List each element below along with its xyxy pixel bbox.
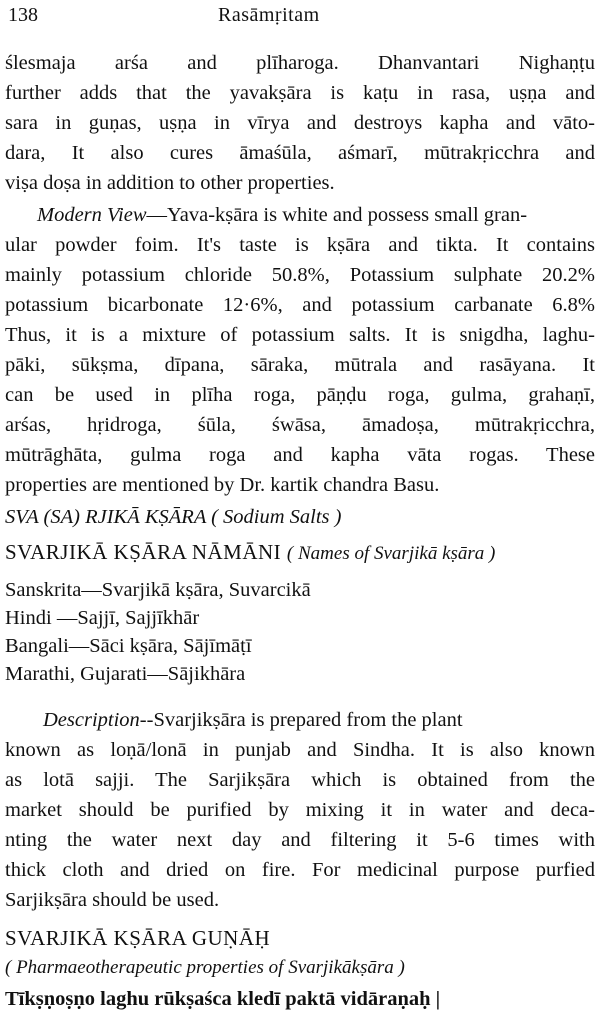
names-heading-main: SVARJIKĀ KṢĀRA NĀMĀNI [5, 540, 282, 564]
text-line: ular powder foim. It's taste is kṣāra and tikta. It contains [5, 234, 595, 256]
text-line: nting the water next day and filtering it 5-6 times with [5, 829, 595, 851]
synonym-item: Hindi —Sajjī, Sajjīkhār [5, 607, 200, 629]
text-line [5, 200, 595, 230]
text-line: known as loṇā/lonā in punjab and Sindha. It is also known [5, 739, 595, 761]
text-line: properties are mentioned by Dr. kartik chandra Basu. [5, 474, 440, 496]
verse-block [5, 984, 595, 1014]
text-line: thick cloth and dried on fire. For medicinal purpose purfied [5, 859, 595, 881]
names-heading-sub: ( Names of Svarjikā kṣāra ) [286, 543, 496, 564]
text-line: dara, It also cures āmaśūla, aśmarī, mūtrakṛicchra and [5, 142, 595, 164]
text-line: can be used in plīha roga, pāṇḍu roga, gulma, grahaṇī, [5, 384, 595, 406]
gunah-heading-block [5, 922, 595, 982]
text-line: market should be purified by mixing it in water and deca- [5, 799, 595, 821]
text-line: pāki, sūkṣma, dīpana, sāraka, mūtrala and rasāyana. It [5, 354, 595, 376]
synonyms-list [5, 576, 595, 688]
text-line: viṣa doṣa in addition to other properties. [5, 172, 335, 194]
text-line: Thus, it is a mixture of potassium salts. It is snigdha, laghu- [5, 324, 595, 346]
text-line: further adds that the yavakṣāra is kaṭu in rasa, uṣṇa and [5, 82, 595, 104]
paragraph-first-line: --Svarjikṣāra is prepared from the plant [139, 709, 463, 731]
text-line: as lotā sajji. The Sarjikṣāra which is obtained from the [5, 769, 595, 791]
gunah-subheading: ( Pharmaeotherapeutic properties of Svarjikākṣāra ) [5, 957, 405, 978]
names-heading [5, 536, 595, 568]
section-heading: SVA (SA) RJIKĀ KṢĀRA ( Sodium Salts ) [5, 506, 342, 528]
text-line: Sarjikṣāra should be used. [5, 889, 220, 911]
names-heading-block [5, 536, 595, 568]
text-line: mainly potassium chloride 50.8%, Potassium sulphate 20.2% [5, 264, 595, 286]
running-title: Rasāmṛitam [218, 4, 320, 26]
sanskrit-verse: Tīkṣṇoṣṇo laghu rūkṣaśca kledī paktā vidāraṇaḥ | [5, 988, 441, 1010]
paragraph-lead: Modern View [37, 204, 147, 226]
page-number: 138 [8, 4, 38, 26]
text-line: ślesmaja arśa and plīharoga. Dhanvantari Nighaṇṭu [5, 52, 595, 74]
paragraph-description [5, 705, 595, 915]
paragraph-modern-view [5, 200, 595, 500]
synonym-item: Bangali—Sāci kṣāra, Sājīmāṭī [5, 635, 252, 657]
text-line: sara in guṇas, uṣṇa in vīrya and destroys kapha and vāto- [5, 112, 595, 134]
gunah-heading: SVARJIKĀ KṢĀRA GUṆĀḤ [5, 926, 271, 950]
synonym-item: Marathi, Gujarati—Sājikhāra [5, 663, 246, 685]
synonym-item: Sanskrita—Svarjikā kṣāra, Suvarcikā [5, 579, 311, 601]
paragraph-first-line: —Yava-kṣāra is white and possess small gran- [146, 204, 528, 226]
text-line: potassium bicarbonate 12·6%, and potassium carbanate 6.8% [5, 294, 595, 316]
section-heading-block [5, 502, 595, 532]
text-line: arśas, hṛidroga, śūla, śwāsa, āmadoṣa, mūtrakṛicchra, [5, 414, 595, 436]
paragraph-yavakshara-properties [5, 48, 595, 198]
paragraph-lead: Description [43, 709, 140, 731]
page-header [8, 0, 592, 40]
text-line [5, 705, 595, 735]
text-line: mūtrāghāta, gulma roga and kapha vāta rogas. These [5, 444, 595, 466]
